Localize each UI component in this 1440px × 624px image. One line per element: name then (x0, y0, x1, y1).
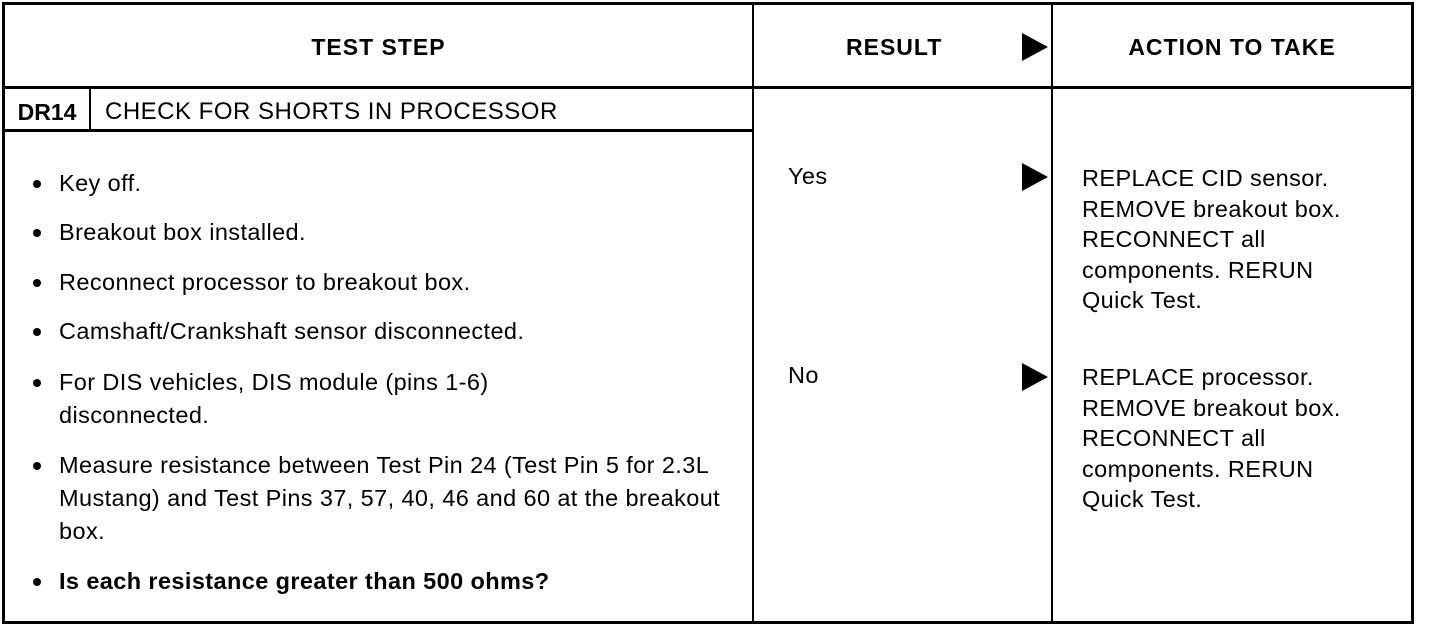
action-line: REMOVE breakout box. (1082, 195, 1341, 222)
action-no (1082, 362, 1402, 515)
no-arrow-icon (1022, 363, 1048, 391)
header-arrow-icon (1022, 33, 1048, 61)
bullet-icon (33, 578, 41, 586)
action-yes (1082, 163, 1402, 316)
diagnostic-table (2, 2, 1414, 624)
instruction-question: Is each resistance greater than 500 ohms? (33, 565, 753, 598)
bullet-icon (33, 229, 41, 237)
instruction-item: Measure resistance between Test Pin 24 (Test Pin 5 for 2.3L Mustang) and Test Pins 37, 57, 40, 46 and 60 at the breakout box. (33, 449, 733, 548)
result-no: No (788, 362, 819, 388)
action-line: RECONNECT all (1082, 226, 1266, 252)
column-divider-test-result (752, 5, 754, 621)
action-line: components. RERUN (1082, 455, 1314, 482)
action-line: Quick Test. (1082, 287, 1203, 313)
column-divider-result-action (1051, 5, 1053, 621)
step-id-divider (89, 89, 91, 132)
action-line: Quick Test. (1082, 486, 1203, 512)
header-action: ACTION TO TAKE (1128, 33, 1336, 60)
bullet-icon (33, 180, 41, 188)
action-line: components. RERUN (1082, 256, 1314, 283)
action-line: RECONNECT all (1082, 425, 1266, 451)
bullet-icon (33, 462, 41, 470)
instruction-item: Reconnect processor to breakout box. (33, 266, 471, 299)
step-id: DR14 (17, 98, 77, 125)
step-title: CHECK FOR SHORTS IN PROCESSOR (105, 98, 558, 125)
action-line: REPLACE CID sensor. (1082, 165, 1329, 191)
bullet-icon (33, 379, 41, 387)
instruction-item: Key off. (33, 167, 141, 200)
action-line: REMOVE breakout box. (1082, 394, 1341, 421)
bullet-icon (33, 328, 41, 336)
result-yes: Yes (788, 163, 828, 189)
header-test-step: TEST STEP (311, 33, 446, 60)
yes-arrow-icon (1022, 163, 1048, 191)
instruction-item: Camshaft/Crankshaft sensor disconnected. (33, 315, 524, 348)
action-line: REPLACE processor. (1082, 364, 1314, 390)
header-result: RESULT (846, 33, 943, 60)
bullet-icon (33, 279, 41, 287)
instruction-item: Breakout box installed. (33, 216, 306, 249)
instruction-item: For DIS vehicles, DIS module (pins 1-6) disconnected. (33, 366, 593, 432)
step-title-underline (5, 129, 752, 132)
